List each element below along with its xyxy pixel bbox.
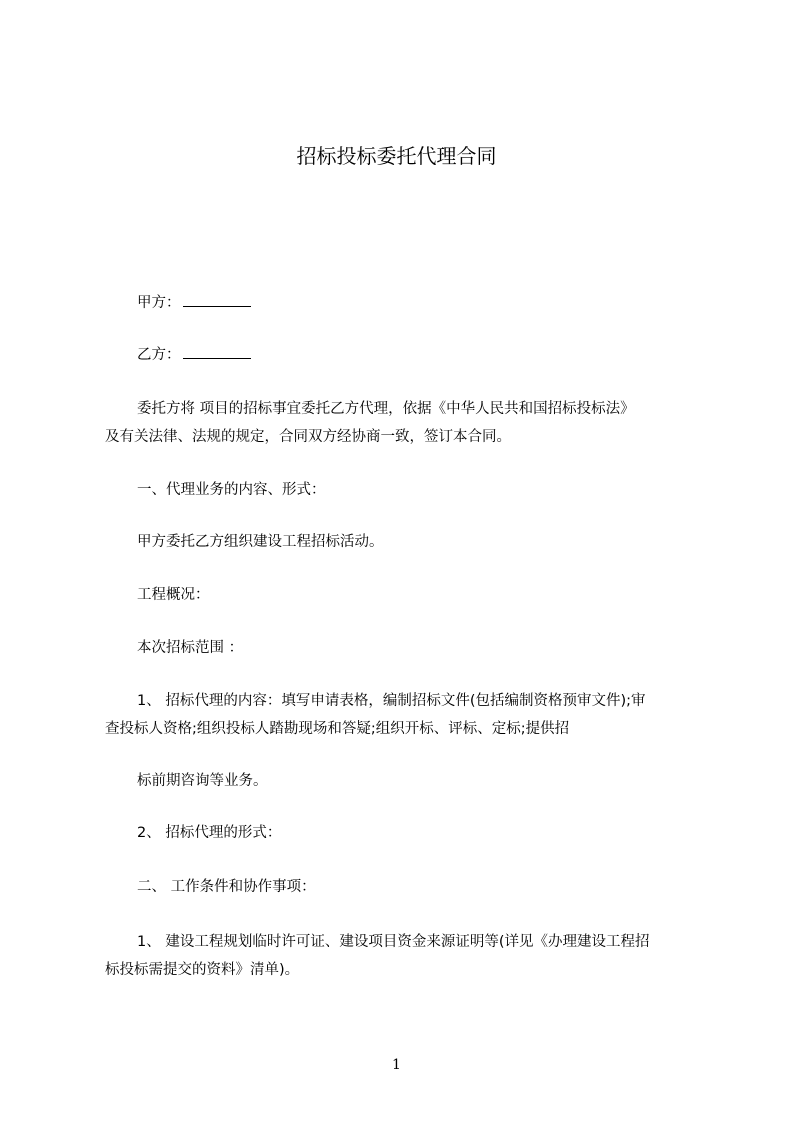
party-b-label: 乙方： [137, 347, 181, 363]
item1-line-1: 1、 招标代理的内容：填写申请表格，编制招标文件(包括编制资格预审文件);审 [137, 693, 646, 709]
tender-scope: 本次招标范围 ： [137, 640, 244, 656]
section1-text: 甲方委托乙方组织建设工程招标活动。 [137, 534, 384, 550]
party-b-line [105, 344, 747, 365]
section2-heading: 二、 工作条件和协作事项： [137, 879, 316, 895]
item1-line-3: 标前期咨询等业务。 [137, 773, 268, 789]
item1-line-2: 查投标人资格;组织投标人踏勘现场和答疑;组织开标、评标、定标;提供招 [105, 721, 570, 737]
section1-heading: 一、代理业务的内容、形式： [137, 482, 326, 498]
project-overview: 工程概况： [137, 587, 210, 603]
party-b-blank [183, 344, 251, 359]
item2-line: 2、 招标代理的形式： [137, 825, 282, 841]
document-title: 招标投标委托代理合同 [296, 144, 497, 168]
intro-line-1: 委托方将 项目的招标事宜委托乙方代理，依据《中华人民共和国招标投标法》 [137, 401, 635, 417]
page-number: 1 [392, 1057, 401, 1073]
section2-item1-line-2: 标投标需提交的资料》清单)。 [105, 962, 300, 978]
party-a-blank [183, 292, 251, 307]
section2-item1-line-1: 1、 建设工程规划临时许可证、建设项目资金来源证明等(详见《办理建设工程招 [137, 934, 650, 950]
intro-line-2: 及有关法律、法规的规定，合同双方经协商一致，签订本合同。 [105, 429, 511, 445]
party-a-label: 甲方： [137, 295, 181, 311]
party-a-line [105, 292, 747, 313]
